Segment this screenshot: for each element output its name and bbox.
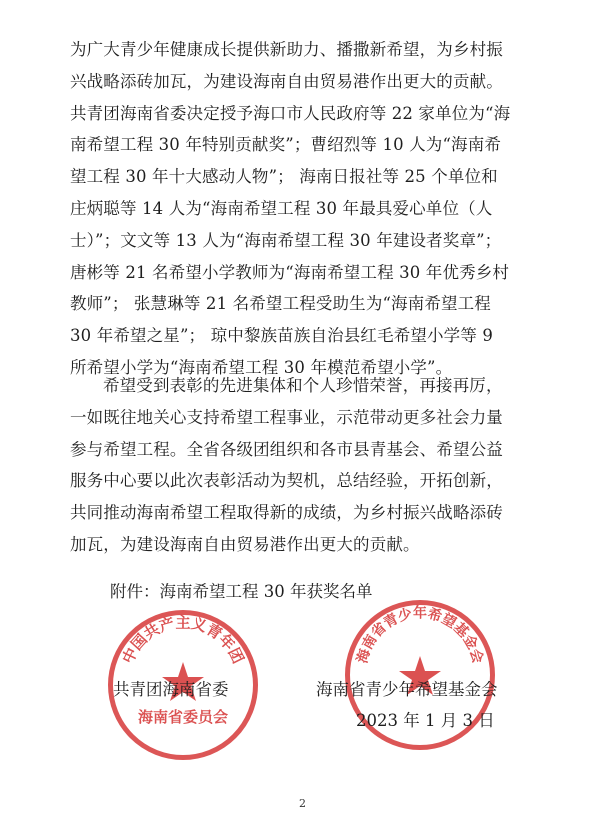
paragraph-awards	[70, 34, 540, 384]
text-line: 共青团海南省委决定授予海口市人民政府等 22 家单位为“海	[70, 103, 511, 123]
signature-league-committee: 共青团海南省委	[113, 680, 229, 699]
text-line: 望工程 30 年十大感动人物”； 海南日报社等 25 个单位和	[70, 167, 498, 187]
text-line: 加瓦，为建设海南自由贸易港作出更大的贡献。	[70, 534, 420, 554]
svg-text:海南省青少年希望基金会	[354, 605, 487, 665]
text-line: 一如既往地关心支持希望工程事业，示范带动更多社会力量	[70, 407, 503, 427]
text-line: 30 年希望之星”； 琼中黎族苗族自治县红毛希望小学等 9	[70, 326, 494, 346]
signature-date: 2023 年 1 月 3 日	[356, 711, 495, 730]
paragraph-expectations	[70, 370, 540, 561]
signature-foundation: 海南省青少年希望基金会	[316, 680, 498, 699]
text-line: 为广大青少年健康成长提供新助力、播撒新希望，为乡村振	[70, 40, 503, 59]
text-line: 所希望小学为“海南希望工程 30 年模范希望小学”。	[70, 357, 453, 377]
text-line: 兴战略添砖加瓦，为建设海南自由贸易港作出更大的贡献。	[70, 71, 503, 91]
left-seal-arc-text: 中国共产主义青年团	[118, 613, 248, 667]
attachment-note: 附件：海南希望工程 30 年获奖名单	[110, 582, 373, 601]
text-line: 庄炳聪等 14 人为“海南希望工程 30 年最具爱心单位（人	[70, 198, 493, 218]
text-line: 教师”； 张慧琳等 21 名希望工程受助生为“海南希望工程	[70, 294, 491, 314]
text-line: 服务中心要以此次表彰活动为契机，总结经验，开拓创新，	[70, 471, 503, 491]
page-number: 2	[299, 797, 306, 810]
text-line: 唐彬等 21 名希望小学教师为“海南希望工程 30 年优秀乡村	[70, 262, 510, 282]
svg-text:中国共产主义青年团	[119, 614, 248, 667]
text-line: 士）”；文文等 13 人为“海南希望工程 30 年建设者奖章”；	[70, 230, 502, 250]
text-line: 南希望工程 30 年特别贡献奖”；曹绍烈等 10 人为“海南希	[70, 135, 501, 155]
text-line: 参与希望工程。全省各级团组织和各市县青基会、希望公益	[70, 439, 503, 459]
left-seal-center-text: 海南省委员会	[137, 708, 229, 726]
right-seal-arc-text: 海南省青少年希望基金会	[354, 605, 486, 666]
text-line: 希望受到表彰的先进集体和个人珍惜荣誉，再接再厉，	[103, 376, 503, 395]
text-line: 共同推动海南希望工程取得新的成绩，为乡村振兴战略添砖	[70, 503, 503, 523]
